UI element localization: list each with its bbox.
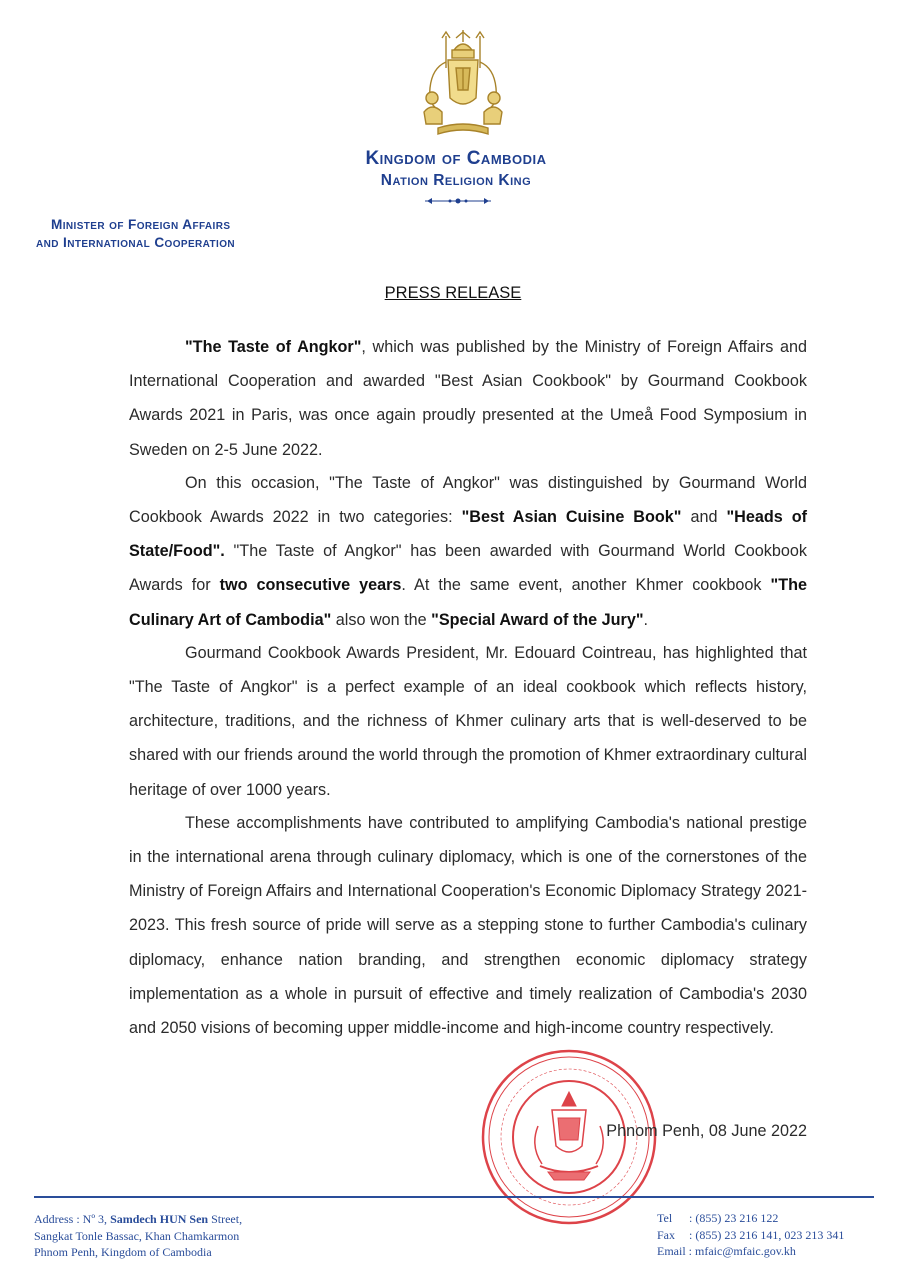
paragraph-text: .	[643, 610, 648, 629]
ministry-name-line1: Minister of Foreign Affairs	[51, 217, 231, 232]
emphasized-text: "Heads of State/Food".	[129, 508, 807, 561]
press-release-body	[129, 330, 807, 1045]
body-paragraph	[129, 636, 807, 807]
royal-coat-of-arms-icon	[418, 28, 508, 138]
fax-value: : (855) 23 216 141, 023 213 341	[689, 1227, 845, 1242]
dateline: Phnom Penh, 08 June 2022	[606, 1122, 807, 1140]
national-motto: Nation Religion King	[380, 172, 532, 189]
paragraph-text: , which was published by the Ministry of Foreign Affairs and International Cooperation and awarded "Best Asian Cookbook" by Gourmand Cookbook Awards 2021 in Paris, was once again proudly presented at the Umeå Food Symposium in Sweden on 2-5 June 2022.	[129, 338, 807, 459]
emphasized-text: "The Culinary Art of Cambodia"	[129, 576, 808, 629]
address-line2: Sangkat Tonle Bassac, Khan Chamkarmon	[34, 1228, 240, 1243]
emphasized-text: "Best Asian Cuisine Book"	[461, 508, 682, 527]
tel-label: Tel	[657, 1211, 673, 1225]
paragraph-text: Gourmand Cookbook Awards President, Mr. Edouard Cointreau, has highlighted that "The Taste of Angkor" is a perfect example of an ideal cookbook which reflects history, architecture, traditions, and the richness of Khmer culinary arts that is well-deserved to be shared with our friends around the world through the promotion of Khmer extraordinary cultural heritage of over 1000 years.	[129, 643, 807, 799]
paragraph-text: On this occasion, "The Taste of Angkor" was distinguished by Gourmand World Cookbook Awards 2022 in two categories:	[129, 473, 807, 527]
divider-ornament-icon	[423, 196, 493, 206]
address-suffix: Street,	[208, 1212, 243, 1226]
ministry-name-line2: and International Cooperation	[36, 235, 236, 250]
address-prefix: Address : Nº 3,	[34, 1212, 111, 1226]
contact-tel	[657, 1210, 844, 1227]
paragraph-text: also won the	[331, 610, 432, 629]
address-line1	[34, 1211, 242, 1228]
paragraph-text: . At the same event, another Khmer cookbook	[401, 576, 771, 595]
email-label: Email	[657, 1244, 686, 1258]
country-name: Kingdom of Cambodia	[365, 148, 547, 169]
contact-email	[657, 1243, 844, 1260]
email-value: : mfaic@mfaic.gov.kh	[685, 1244, 796, 1258]
emphasized-text: two consecutive years	[219, 576, 402, 595]
paragraph-text: These accomplishments have contributed to amplifying Cambodia's national prestige in the international arena through culinary diplomacy, which is one of the cornerstones of the Ministry of Foreign Affairs and International Cooperation's Economic Diplomacy Strategy 2021-2023. This fresh source of pride will serve as a stepping stone to further Cambodia's culinary diplomacy, enhance nation branding, and strengthen economic diplomacy strategy implementation as a whole in pursuit of effective and timely realization of Cambodia's 2030 and 2050 visions of becoming upper middle-income and high-income country respectively.	[129, 813, 807, 1038]
tel-value: : (855) 23 216 122	[689, 1211, 779, 1225]
contact-fax	[657, 1227, 844, 1244]
body-paragraph	[129, 806, 807, 1045]
address-street: Samdech HUN Sen	[110, 1212, 209, 1226]
address-line3: Phnom Penh, Kingdom of Cambodia	[34, 1245, 212, 1259]
body-paragraph	[129, 330, 807, 467]
paragraph-text: "The Taste of Angkor" has been awarded with Gourmand World Cookbook Awards for	[129, 542, 807, 595]
footer-address	[34, 1211, 242, 1261]
emphasized-text: "Special Award of the Jury"	[431, 610, 644, 629]
footer-divider	[34, 1196, 874, 1198]
fax-label: Fax	[657, 1227, 675, 1242]
emphasized-text: "The Taste of Angkor"	[185, 338, 362, 356]
document-title: PRESS RELEASE	[384, 284, 522, 302]
footer-contact	[657, 1210, 844, 1260]
body-paragraph	[129, 466, 807, 637]
paragraph-text: and	[681, 508, 727, 527]
